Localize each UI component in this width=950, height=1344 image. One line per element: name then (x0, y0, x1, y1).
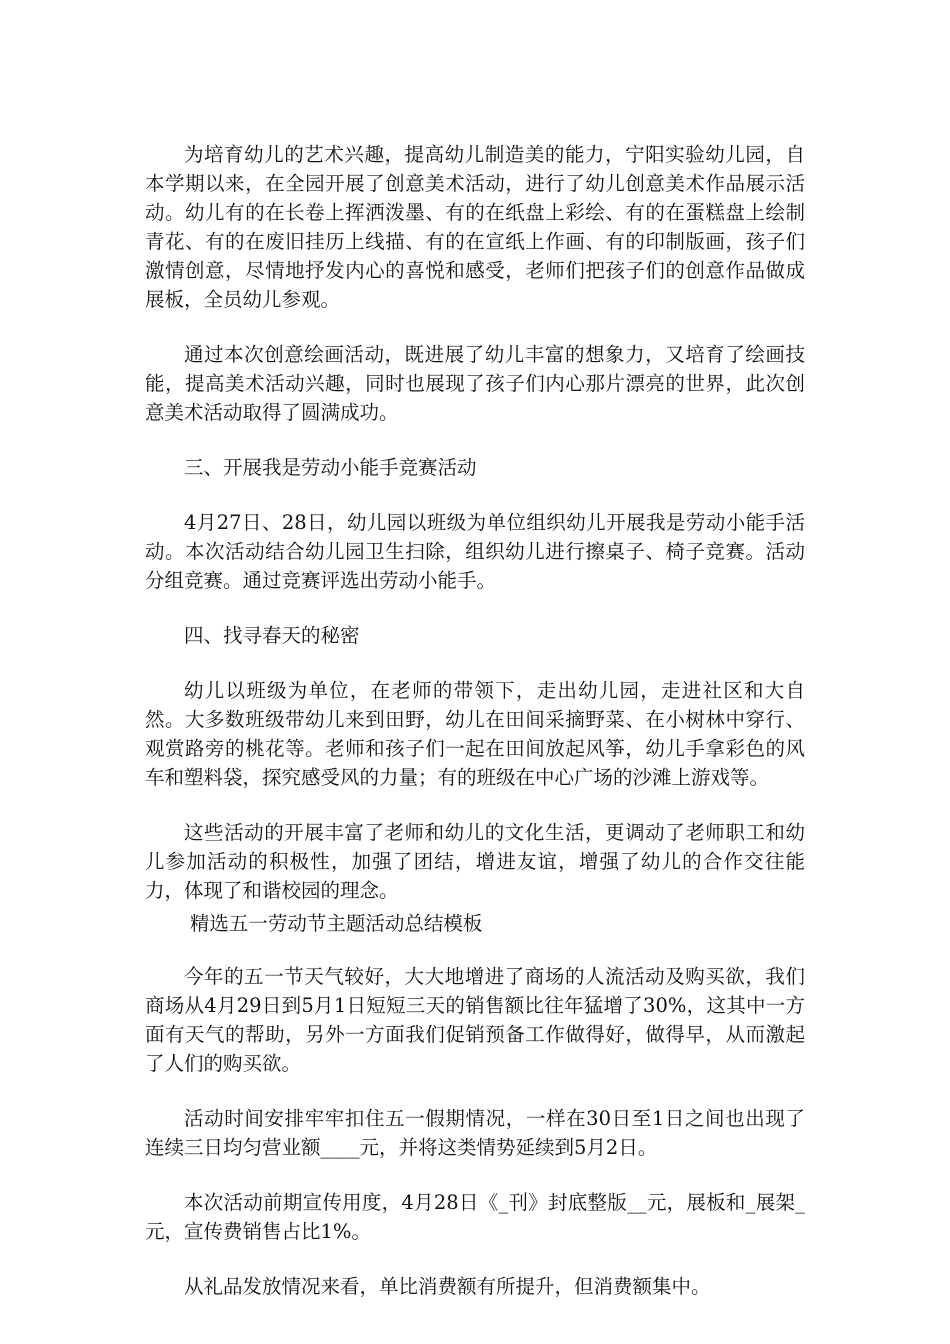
document-page (145, 140, 805, 1327)
section-heading-spring: 四、找寻春天的秘密 (184, 624, 360, 647)
paragraph-sales: 今年的五一节天气较好，大大地增进了商场的人流活动及购买欲，我们商场从4月29日到5月1日短短三天的销售额比往年猛增了30%，这其中一方面有天气的帮助，另外一方面我们促销预备工作做得好，做得早，从而激起了人们的购买欲。 (145, 965, 805, 1075)
document-title: 精选五一劳动节主题活动总结模板 (189, 912, 483, 935)
paragraph-labor-activity: 4月27日、28日，幼儿园以班级为单位组织幼儿开展我是劳动小能手活动。本次活动结合幼儿园卫生扫除，组织幼儿进行擦桌子、椅子竞赛。活动分组竞赛。通过竞赛评选出劳动小能手。 (145, 511, 805, 592)
paragraph-art-activity: 为培育幼儿的艺术兴趣，提高幼儿制造美的能力，宁阳实验幼儿园，自本学期以来，在全园开展了创意美术活动，进行了幼儿创意美术作品展示活动。幼儿有的在长卷上挥洒泼墨、有的在纸盘上彩绘、有的在蛋糕盘上绘制青花、有的在废旧挂历上线描、有的在宣纸上作画、有的印制版画，孩子们激情创意，尽情地抒发内心的喜悦和感受，老师们把孩子们的创意作品做成展板，全员幼儿参观。 (145, 143, 805, 311)
paragraph-art-result: 通过本次创意绘画活动，既进展了幼儿丰富的想象力，又培育了绘画技能，提高美术活动兴趣，同时也展现了孩子们内心那片漂亮的世界，此次创意美术活动取得了圆满成功。 (145, 343, 805, 424)
paragraph-gifts: 从礼品发放情况来看，单比消费额有所提升，但消费额集中。 (184, 1275, 711, 1298)
paragraph-schedule: 活动时间安排牢牢扣住五一假期情况，一样在30日至1日之间也出现了连续三日均匀营业额____元，并将这类情势延续到5月2日。 (145, 1107, 805, 1159)
paragraph-summary: 这些活动的开展丰富了老师和幼儿的文化生活，更调动了老师职工和幼儿参加活动的积极性，加强了团结，增进友谊，增强了幼儿的合作交往能力，体现了和谐校园的理念。 (145, 821, 805, 902)
paragraph-spring-activity: 幼儿以班级为单位，在老师的带领下，走出幼儿园，走进社区和大自然。大多数班级带幼儿来到田野，幼儿在田间采摘野菜、在小树林中穿行、观赏路旁的桃花等。老师和孩子们一起在田间放起风筝，幼儿手拿彩色的风车和塑料袋，探究感受风的力量；有的班级在中心广场的沙滩上游戏等。 (145, 679, 805, 789)
section-heading-labor: 三、开展我是劳动小能手竞赛活动 (184, 456, 477, 479)
paragraph-promotion: 本次活动前期宣传用度，4月28日《_刊》封底整版__元，展板和_展架_元，宣传费销售占比1%。 (145, 1191, 805, 1243)
